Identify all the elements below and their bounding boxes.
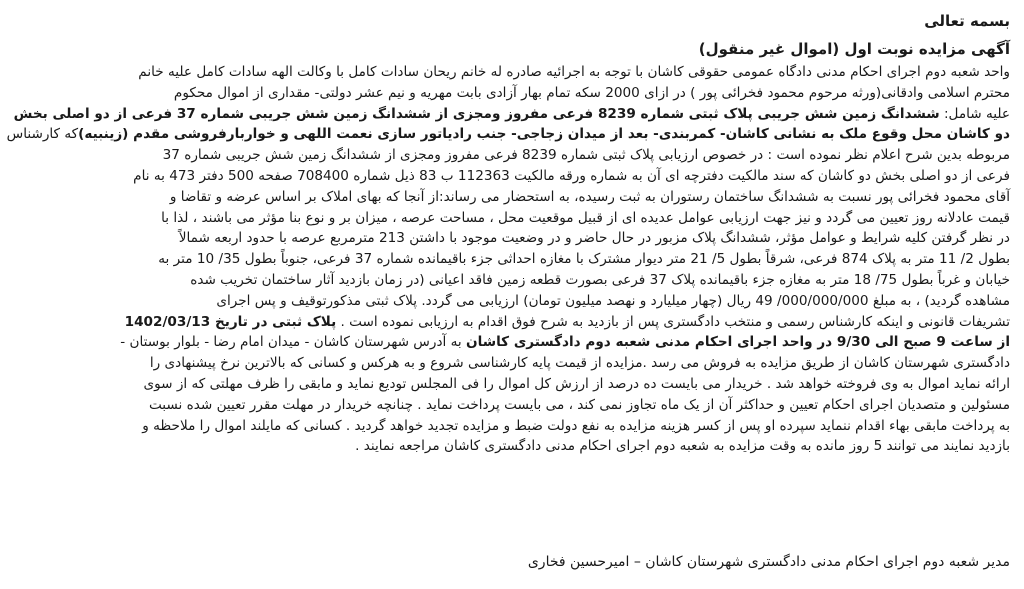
text-segment: در نظر گرفتن کلیه شرایط و عوامل مؤثر، ششدانگ پلاک مزبور در حال حاضر و در وضعیت موجود با داشتن 213 مترمربع عرصه با حدود اربعه شمالاً bbox=[178, 230, 1010, 247]
body-line bbox=[14, 249, 1010, 270]
body-line bbox=[14, 416, 1010, 437]
text-segment: بازدید نمایند می توانند 5 روز مانده به وقت مزایده به شعبه دوم اجرای احکام مدنی دادگستری کاشان مراجعه نمایند . bbox=[355, 438, 1010, 455]
body-line bbox=[14, 332, 1010, 353]
text-segment: تشریفات قانونی و اینکه کارشناس رسمی و منتخب دادگستری پس از بازدید به شرح فوق اقدام به ارزیابی نموده است . bbox=[336, 313, 1010, 330]
text-segment: دادگستری شهرستان کاشان از طریق مزایده به فروش می رسد .مزایده از قیمت پایه کارشناسی شروع و به هرکس و کسانی که بالاترین نرخ پیشنهادی را bbox=[149, 355, 1010, 372]
body-line bbox=[14, 436, 1010, 457]
text-segment: مسئولین و متصدیان اجرای احکام تعیین و حداکثر آن از یک ماه تجاوز نمی کند ، می بایست پرداخت نماید . چنانچه خریدار در مهلت مقرر تعیین شده نسبت bbox=[148, 396, 1010, 413]
body-line bbox=[14, 374, 1010, 395]
body-line bbox=[14, 270, 1010, 291]
body-line bbox=[14, 104, 1010, 125]
body-line bbox=[14, 187, 1010, 208]
text-segment: قیمت عادلانه روز تعیین می گردد و نیز جهت ارزیابی عوامل عدیده ای از قبیل موقعیت محل ، مساحت عرصه ، میزان بر و نوع بنا مؤثر می باشند ، لذا با bbox=[161, 209, 1010, 226]
body-line bbox=[14, 395, 1010, 416]
text-segment: آقای محمود فخرائی پور نسبت به ششدانگ ساختمان رستوران به ثبت رسیده، به استحضار می رساند:از آنجا که بهای املاک بر اساس عرضه و تقاضا و bbox=[169, 188, 1010, 205]
body-line bbox=[14, 62, 1010, 83]
bold-text-segment: از ساعت 9 صبح الی 9/30 در واحد اجرای احکام مدنی شعبه دوم دادگستری کاشان bbox=[466, 334, 1010, 351]
body-line bbox=[14, 145, 1010, 166]
text-segment: بطول 2/ 11 متر به پلاک 874 فرعی، شرقاً بطول 5/ 21 متر دیوار مشترک با مغازه احداثی جزء باقیمانده شماره 37 فرعی، جنوباً بطول 35/ 10 متر به bbox=[158, 251, 1010, 268]
body-line bbox=[14, 83, 1010, 104]
text-segment: که کارشناس bbox=[6, 126, 79, 143]
notice-body bbox=[6, 62, 1010, 457]
bold-text-segment: ششدانگ زمین شش جریبی پلاک ثبتی شماره 8239 فرعی مفروز ومجزی از ششدانگ زمین شش جریبی شماره 37 فرعی از دو اصلی بخش bbox=[13, 105, 940, 122]
text-segment: علیه شامل: bbox=[939, 105, 1010, 122]
text-segment: محترم اسلامی وادقانی(ورثه مرحوم محمود فخرائی پور ) در ازای 2000 سکه تمام بهار آزادی بابت مهریه و نیم عشر دولتی- مقداری از اموال محکوم bbox=[173, 84, 1010, 101]
body-line bbox=[14, 166, 1010, 187]
text-segment: ارائه نماید اموال به وی فروخته خواهد شد . خریدار می بایست ده درصد از ارزش کل اموال را فی المجلس تودیع نماید و مابقی را ظرف مهلتی که از سوی bbox=[143, 375, 1010, 392]
notice-title: آگهی مزایده نوبت اول (اموال غیر منقول) bbox=[698, 40, 1010, 58]
body-line bbox=[14, 312, 1010, 333]
text-segment: مشاهده گردید) ، به مبلغ 000/000/000/ 49 ریال (چهار میلیارد و نهصد میلیون تومان) ارزیابی می گردد. پلاک ثبتی مذکورتوقیف و پس اجرای bbox=[216, 292, 1010, 309]
body-line bbox=[14, 208, 1010, 229]
text-segment: واحد شعبه دوم اجرای احکام مدنی دادگاه عمومی حقوقی کاشان با توجه به اجرائیه صادره له خانم ریحان سادات کامل با وکالت الهه سادات کامل علیه خانم bbox=[138, 64, 1010, 80]
signature-line: مدیر شعبه دوم اجرای احکام مدنی دادگستری شهرستان کاشان – امیرحسین فخاری bbox=[527, 554, 1010, 570]
bold-text-segment: دو کاشان محل وقوع ملک به نشانی کاشان- کمربندی- بعد از میدان زجاجی- جنب رادیاتور سازی نعمت اللهی و خواربارفروشی مقدم (زینبیه) bbox=[78, 126, 1010, 143]
body-line bbox=[14, 228, 1010, 249]
text-segment: خیابان و غرباً بطول 75/ 18 متر به مغازه جزء باقیمانده پلاک 37 فرعی بصورت قطعه زمین فاقد اعیانی (در زمان بازدید آثار ساختمان تخریب شده bbox=[190, 271, 1010, 288]
text-segment: مربوطه بدین شرح اعلام نظر نموده است : در خصوص ارزیابی پلاک ثبتی شماره 8239 فرعی مفروز ومجزی از ششدانگ زمین شش جریبی شماره 37 bbox=[162, 147, 1010, 164]
body-line bbox=[14, 353, 1010, 374]
basmala-heading: بسمه تعالی bbox=[924, 12, 1010, 30]
text-segment: به آدرس شهرستان کاشان - میدان امام رضا - بلوار بوستان - bbox=[120, 334, 466, 351]
text-segment: به پرداخت مابقی بهاء اقدام ننماید سپرده او پس از کسر هزینه مزایده به نفع دولت ضبط و مزایده تجدید خواهد گردید . کسانی که مایلند اموال را ملاحظه و bbox=[142, 417, 1010, 434]
body-line bbox=[14, 291, 1010, 312]
body-line bbox=[6, 124, 1010, 145]
text-segment: فرعی از دو اصلی بخش دو کاشان که سند مالکیت دفترچه ای آن به شماره ورقه مالکیت 112363 ب 83 ذیل شماره 708400 صفحه 500 دفتر 473 به نام bbox=[133, 167, 1010, 184]
auction-notice bbox=[6, 8, 1010, 457]
bold-text-segment: پلاک ثبتی در تاریخ 1402/03/13 bbox=[124, 313, 337, 330]
